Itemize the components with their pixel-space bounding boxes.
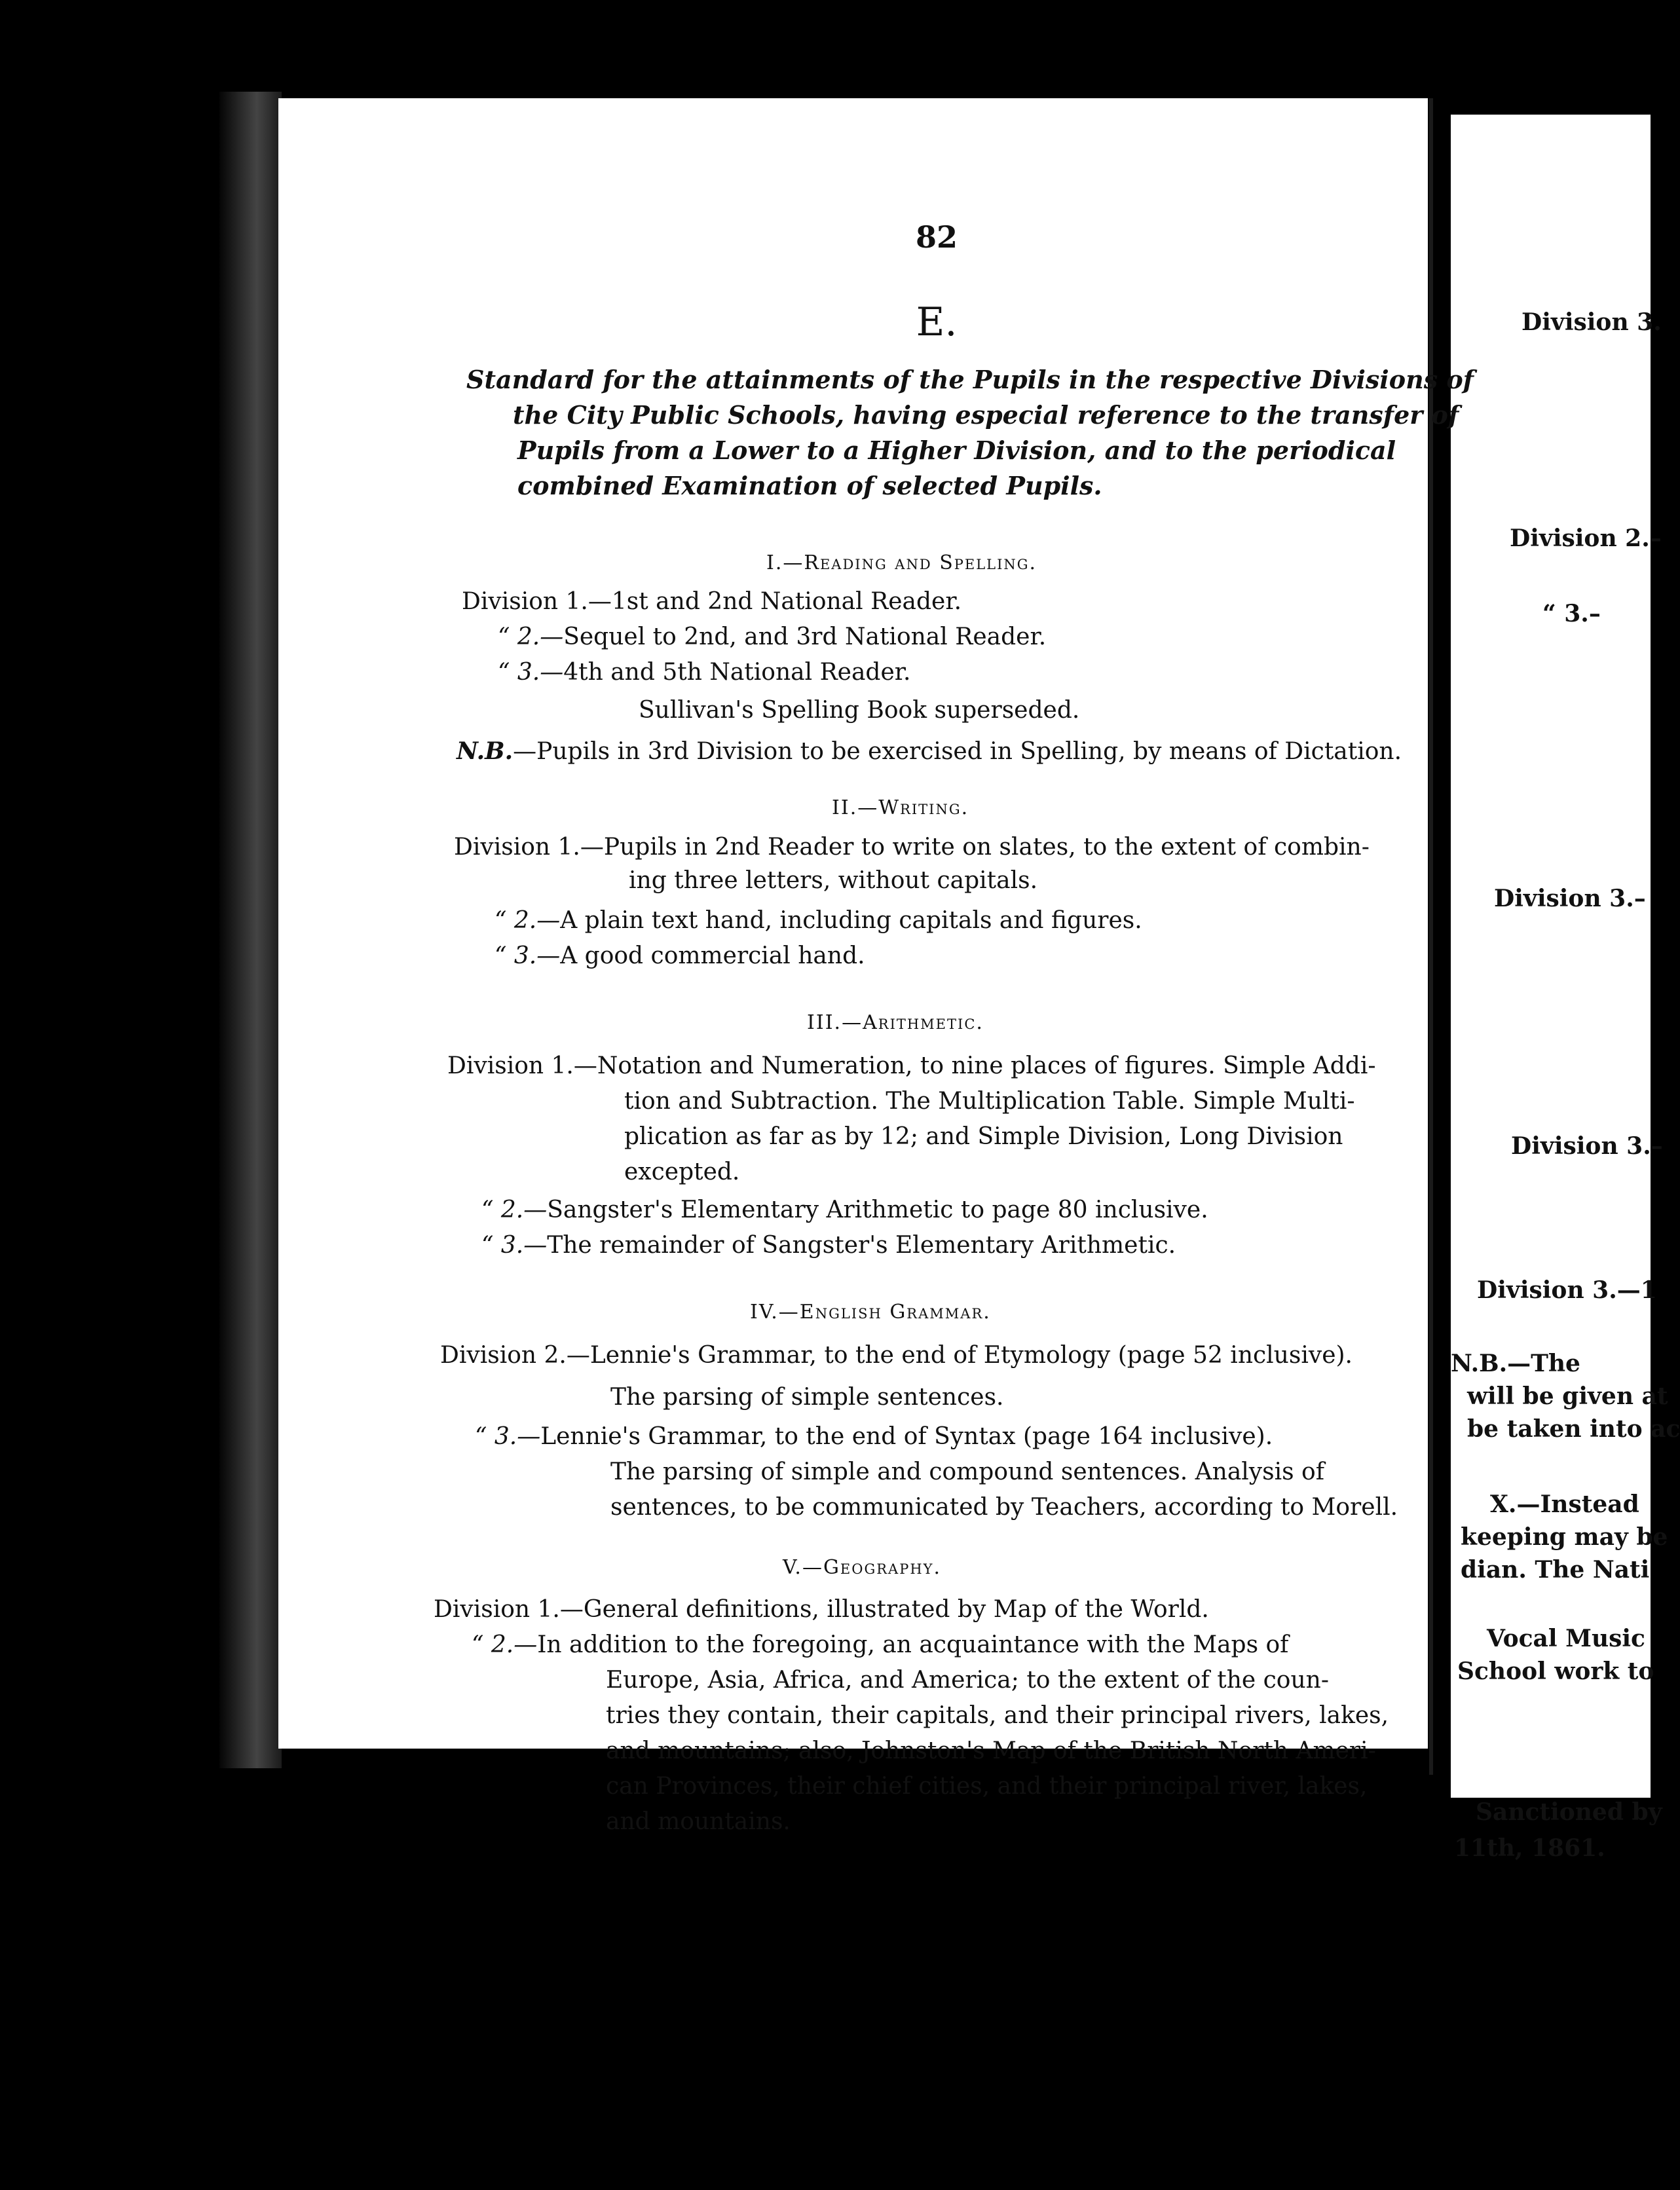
line-text: 1st and 2nd National Reader. — [611, 588, 962, 615]
division-line — [462, 587, 961, 616]
book-binding — [219, 92, 282, 1768]
line-text: The parsing of simple and compound sentences. Analysis of — [610, 1458, 1325, 1485]
fragment-line: be taken into ac — [1467, 1415, 1680, 1443]
division-line — [606, 1772, 1367, 1801]
line-text: and mountains. — [606, 1808, 791, 1835]
fragment-line: Division 3.—1 — [1477, 1276, 1657, 1304]
line-text: sentences, to be communicated by Teachers, according to Morell. — [610, 1494, 1398, 1521]
section-heading: I.—Reading and Spelling. — [766, 551, 1037, 574]
division-line — [610, 1458, 1324, 1487]
line-text: can Provinces, their chief cities, and their principal river, lakes, — [606, 1773, 1368, 1800]
intro-line-4: combined Examination of selected Pupils. — [517, 471, 1102, 500]
note-label: N.B. — [457, 737, 513, 765]
line-prefix: “ 2.— — [481, 1197, 548, 1223]
division-line — [495, 942, 865, 971]
line-text: Sequel to 2nd, and 3rd National Reader. — [563, 623, 1047, 650]
line-prefix: Division 1.— — [434, 1596, 584, 1623]
line-prefix: “ 3.— — [495, 942, 561, 969]
line-text: Sullivan's Spelling Book superseded. — [639, 697, 1080, 724]
line-text: ing three letters, without capitals. — [629, 867, 1038, 894]
line-text: and mountains; also, Johnston's Map of the British North Ameri- — [606, 1737, 1376, 1764]
division-line — [498, 658, 910, 687]
line-prefix: “ 3.— — [498, 659, 564, 686]
line-prefix: “ 2.— — [498, 623, 564, 650]
intro-line-3: Pupils from a Lower to a Higher Division, and to the periodical — [517, 436, 1396, 465]
line-text: tion and Subtraction. The Multiplication Table. Simple Multi- — [624, 1088, 1355, 1115]
line-text: In addition to the foregoing, an acquaintance with the Maps of — [537, 1631, 1289, 1658]
fragment-line: Division 3.– — [1494, 885, 1646, 912]
line-text: Lennie's Grammar, to the end of Syntax (page 164 inclusive). — [540, 1423, 1273, 1450]
section-heading: III.—Arithmetic. — [807, 1011, 984, 1034]
line-prefix: “ 2.— — [495, 907, 561, 934]
line-prefix: “ 3.— — [481, 1232, 548, 1259]
division-line — [475, 1422, 1273, 1451]
division-line — [481, 1196, 1208, 1225]
note-line — [457, 737, 1402, 766]
note-text: —Pupils in 3rd Division to be exercised in Spelling, by means of Dictation. — [513, 738, 1402, 765]
fragment-line: X.—Instead — [1490, 1491, 1639, 1518]
line-prefix: Division 1.— — [462, 588, 612, 615]
line-text: A good commercial hand. — [560, 942, 865, 969]
section-heading: II.—Writing. — [832, 796, 969, 819]
fragment-line: “ 3.– — [1542, 600, 1601, 627]
division-line — [606, 1666, 1329, 1695]
division-line — [498, 623, 1046, 652]
fragment-line: Division 3.– — [1511, 1132, 1663, 1160]
division-line — [606, 1701, 1389, 1730]
fragment-line: Sanctioned by — [1476, 1798, 1662, 1826]
division-line — [495, 906, 1142, 935]
line-text: Pupils in 2nd Reader to write on slates, to the extent of combin- — [603, 834, 1370, 861]
fragment-line: Vocal Music — [1487, 1625, 1645, 1652]
right-page-text-clip — [1451, 115, 1680, 1862]
division-line — [624, 1087, 1355, 1116]
division-line — [629, 866, 1037, 895]
fragment-line: Division 2.– — [1510, 525, 1662, 552]
page-number: 82 — [915, 219, 958, 255]
division-line — [624, 1158, 739, 1187]
fragment-line: dian. The Nati — [1461, 1556, 1650, 1584]
division-line — [624, 1123, 1343, 1151]
line-text: The remainder of Sangster's Elementary Arithmetic. — [547, 1232, 1176, 1259]
fragment-line: will be given at — [1467, 1383, 1668, 1410]
division-line — [440, 1341, 1353, 1370]
fragment-line: School work to — [1457, 1658, 1654, 1685]
line-prefix: Division 1.— — [454, 834, 604, 861]
division-line — [610, 1383, 1004, 1412]
line-text: Sangster's Elementary Arithmetic to page 80 inclusive. — [547, 1197, 1208, 1223]
line-text: 4th and 5th National Reader. — [563, 659, 911, 686]
division-line — [606, 1737, 1376, 1766]
line-text: The parsing of simple sentences. — [610, 1384, 1004, 1411]
fragment-line: 11th, 1861. — [1454, 1834, 1605, 1862]
line-prefix: “ 3.— — [475, 1423, 541, 1450]
division-line — [610, 1493, 1398, 1522]
line-text: excepted. — [624, 1159, 740, 1185]
division-line — [434, 1595, 1209, 1624]
line-text: Notation and Numeration, to nine places of figures. Simple Addi- — [597, 1052, 1376, 1079]
division-line — [472, 1631, 1289, 1660]
line-text: Lennie's Grammar, to the end of Etymology (page 52 inclusive). — [589, 1342, 1353, 1369]
appendix-letter: E. — [916, 299, 958, 345]
fragment-line: N.B.—The — [1451, 1350, 1580, 1377]
division-line — [447, 1052, 1376, 1081]
section-heading: V.—Geography. — [783, 1556, 942, 1579]
fragment-line: keeping may be — [1461, 1523, 1668, 1551]
line-text: plication as far as by 12; and Simple Division, Long Division — [624, 1123, 1343, 1150]
division-line — [606, 1808, 791, 1836]
line-prefix: “ 2.— — [472, 1631, 538, 1658]
intro-line-1: Standard for the attainments of the Pupils in the respective Divisions of — [466, 365, 1474, 394]
intro-line-2: the City Public Schools, having especial reference to the transfer of — [513, 400, 1459, 430]
section-heading: IV.—English Grammar. — [750, 1301, 991, 1324]
division-line — [481, 1231, 1176, 1260]
line-text: Europe, Asia, Africa, and America; to the extent of the coun- — [606, 1667, 1330, 1694]
page-gutter — [1429, 98, 1433, 1775]
line-text: A plain text hand, including capitals and figures. — [560, 907, 1142, 934]
line-text: General definitions, illustrated by Map of the World. — [583, 1596, 1209, 1623]
fragment-line: Division 3. — [1521, 308, 1662, 336]
line-prefix: Division 2.— — [440, 1342, 590, 1369]
division-line — [454, 833, 1370, 862]
division-line — [639, 696, 1079, 725]
line-prefix: Division 1.— — [447, 1052, 597, 1079]
line-text: tries they contain, their capitals, and their principal rivers, lakes, — [606, 1702, 1389, 1729]
